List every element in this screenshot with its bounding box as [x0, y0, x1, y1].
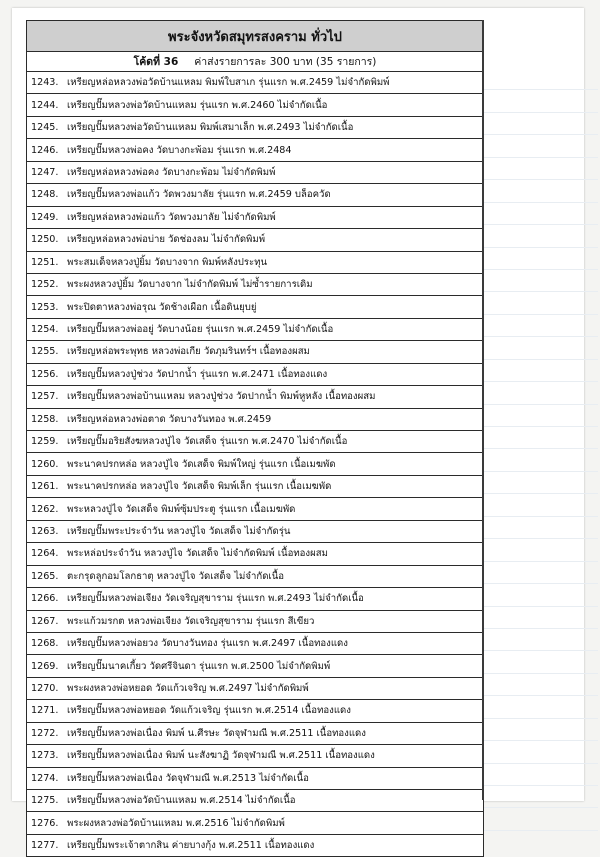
item-description: เหรียญปั๊มหลวงพ่อยวง วัดบางวันทอง รุ่นแรก พ.ศ.2497 เนื้อทองแดง [67, 638, 348, 650]
item-description: เหรียญหล่อหลวงพ่อตาด วัดบางวันทอง พ.ศ.2459 [67, 413, 272, 425]
item-number: 1245. [31, 122, 59, 134]
list-item [27, 72, 483, 94]
item-number: 1266. [31, 593, 59, 605]
list-item [27, 543, 483, 565]
item-description: พระนาคปรกหล่อ หลวงปู่ไจ วัดเสด็จ พิมพ์เล็ก รุ่นแรก เนื้อเมฆพัด [67, 481, 332, 493]
catalog-table [26, 20, 484, 857]
list-item [27, 139, 483, 161]
item-description: เหรียญหล่อหลวงพ่อบ่าย วัดช่องลม ไม่จำกัดพิมพ์ [67, 234, 266, 246]
item-description: พระปิดตาหลวงพ่อรุณ วัดช้างเผือก เนื้อดินยุบยู่ [67, 301, 257, 313]
list-item [27, 364, 483, 386]
item-number: 1248. [31, 189, 59, 201]
item-number: 1267. [31, 615, 59, 627]
list-item [27, 790, 483, 812]
item-description: พระผงหลวงพ่อวัดบ้านแหลม พ.ศ.2516 ไม่จำกัดพิมพ์ [67, 817, 285, 829]
list-item [27, 453, 483, 475]
item-number: 1270. [31, 683, 59, 695]
item-number: 1246. [31, 144, 59, 156]
list-item [27, 162, 483, 184]
item-description: ตะกรุดลูกอมโลกธาตุ หลวงปู่ไจ วัดเสด็จ ไม่จำกัดเนื้อ [67, 570, 285, 582]
item-number: 1276. [31, 817, 59, 829]
list-item [27, 476, 483, 498]
list-item [27, 768, 483, 790]
item-number: 1249. [31, 211, 59, 223]
item-number: 1269. [31, 660, 59, 672]
item-list [27, 72, 483, 856]
item-description: เหรียญปั๊มหลวงพ่ออยู่ วัดบางน้อย รุ่นแรก พ.ศ.2459 ไม่จำกัดเนื้อ [67, 324, 334, 336]
item-description: พระแก้วมรกต หลวงพ่อเจียง วัดเจริญสุขาราม รุ่นแรก สีเขียว [67, 615, 315, 627]
item-description: พระหลวงปู่ไจ วัดเสด็จ พิมพ์ซุ้มประตู รุ่นแรก เนื้อเมฆพัด [67, 503, 296, 515]
list-item [27, 431, 483, 453]
item-description: เหรียญปั๊มอริยสังฆหลวงปู่ไจ วัดเสด็จ รุ่นแรก พ.ศ.2470 ไม่จำกัดเนื้อ [67, 436, 348, 448]
list-item [27, 341, 483, 363]
item-description: เหรียญปั๊มหลวงพ่อวัดบ้านแหลม พิมพ์เสมาเล็ก พ.ศ.2493 ไม่จำกัดเนื้อ [67, 122, 354, 134]
list-item [27, 117, 483, 139]
list-item [27, 611, 483, 633]
list-item [27, 835, 483, 856]
list-item [27, 633, 483, 655]
list-item [27, 498, 483, 520]
list-item [27, 812, 483, 834]
item-number: 1250. [31, 234, 59, 246]
list-item [27, 296, 483, 318]
list-item [27, 207, 483, 229]
list-item [27, 252, 483, 274]
item-description: เหรียญปั๊มหลวงพ่อเนื่อง พิมพ์ นะสังฆาฏิ วัดจุฬามณี พ.ศ.2511 เนื้อทองแดง [67, 750, 375, 762]
item-number: 1273. [31, 750, 59, 762]
list-item [27, 700, 483, 722]
item-description: พระผงหลวงพ่อหยอด วัดแก้วเจริญ พ.ศ.2497 ไม่จำกัดพิมพ์ [67, 683, 309, 695]
item-number: 1272. [31, 727, 59, 739]
list-item [27, 94, 483, 116]
item-number: 1263. [31, 525, 59, 537]
item-number: 1254. [31, 324, 59, 336]
item-description: พระผงหลวงปู่ยิ้ม วัดบางจาก ไม่จำกัดพิมพ์ ไม่ซ้ำรายการเดิม [67, 279, 313, 291]
item-number: 1255. [31, 346, 59, 358]
item-description: เหรียญปั๊มหลวงพ่อวัดบ้านแหลม รุ่นแรก พ.ศ.2460 ไม่จำกัดเนื้อ [67, 99, 328, 111]
item-number: 1257. [31, 391, 59, 403]
item-description: พระสมเด็จหลวงปู่ยิ้ม วัดบางจาก พิมพ์หลังประทุน [67, 256, 268, 268]
item-number: 1247. [31, 166, 59, 178]
list-item [27, 184, 483, 206]
item-description: เหรียญปั๊มหลวงพ่อคง วัดบางกะพ้อม รุ่นแรก พ.ศ.2484 [67, 144, 292, 156]
list-item [27, 521, 483, 543]
list-item [27, 274, 483, 296]
item-number: 1262. [31, 503, 59, 515]
item-number: 1275. [31, 795, 59, 807]
item-number: 1251. [31, 256, 59, 268]
item-number: 1258. [31, 413, 59, 425]
item-number: 1260. [31, 458, 59, 470]
item-description: เหรียญปั๊มพระประจำวัน หลวงปู่ไจ วัดเสด็จ ไม่จำกัดรุ่น [67, 525, 291, 537]
item-description: เหรียญปั๊มพระเจ้าตากสิน ค่ายบางกุ้ง พ.ศ.2511 เนื้อทองแดง [67, 840, 315, 852]
list-item [27, 678, 483, 700]
item-number: 1268. [31, 638, 59, 650]
item-description: เหรียญปั๊มนาคเกี้ยว วัดศรีจินดา รุ่นแรก พ.ศ.2500 ไม่จำกัดพิมพ์ [67, 660, 331, 672]
list-item [27, 588, 483, 610]
item-description: เหรียญปั๊มหลวงพ่อวัดบ้านแหลม พ.ศ.2514 ไม่จำกัดเนื้อ [67, 795, 296, 807]
table-edge-shadow [482, 20, 484, 800]
list-item [27, 409, 483, 431]
list-item [27, 723, 483, 745]
category-code: โค้ดที่ 36 [133, 56, 179, 68]
list-item [27, 655, 483, 677]
item-description: เหรียญปั๊มหลวงพ่อเนื่อง วัดจุฬามณี พ.ศ.2513 ไม่จำกัดเนื้อ [67, 772, 309, 784]
item-description: เหรียญปั๊มหลวงปู่ช่วง วัดปากน้ำ รุ่นแรก พ.ศ.2471 เนื้อทองแดง [67, 368, 328, 380]
page-title: พระจังหวัดสมุทรสงคราม ทั่วไป [27, 21, 483, 52]
list-item [27, 745, 483, 767]
item-description: เหรียญหล่อหลวงพ่อคง วัดบางกะพ้อม ไม่จำกัดพิมพ์ [67, 166, 276, 178]
item-number: 1244. [31, 99, 59, 111]
item-description: เหรียญปั๊มหลวงพ่อหยอด วัดแก้วเจริญ รุ่นแรก พ.ศ.2514 เนื้อทองแดง [67, 705, 351, 717]
item-number: 1256. [31, 368, 59, 380]
item-number: 1264. [31, 548, 59, 560]
item-number: 1259. [31, 436, 59, 448]
item-description: เหรียญปั๊มหลวงพ่อบ้านแหลม หลวงปู่ช่วง วัดปากน้ำ พิมพ์หูหลัง เนื้อทองผสม [67, 391, 376, 403]
category-subheader [27, 52, 483, 72]
item-number: 1261. [31, 481, 59, 493]
item-number: 1277. [31, 840, 59, 852]
item-description: เหรียญหล่อหลวงพ่อแก้ว วัดพวงมาลัย ไม่จำกัดพิมพ์ [67, 211, 276, 223]
item-number: 1253. [31, 301, 59, 313]
list-item [27, 386, 483, 408]
item-description: เหรียญหล่อหลวงพ่อวัดบ้านแหลม พิมพ์ใบสาเก รุ่นแรก พ.ศ.2459 ไม่จำกัดพิมพ์ [67, 77, 390, 89]
item-description: เหรียญปั๊มหลวงพ่อเจียง วัดเจริญสุขาราม รุ่นแรก พ.ศ.2493 ไม่จำกัดเนื้อ [67, 593, 364, 605]
list-item [27, 229, 483, 251]
item-description: เหรียญปั๊มหลวงพ่อแก้ว วัดพวงมาลัย รุ่นแรก พ.ศ.2459 บล็อควัด [67, 189, 331, 201]
item-description: พระนาคปรกหล่อ หลวงปู่ไจ วัดเสด็จ พิมพ์ใหญ่ รุ่นแรก เนื้อเมฆพัด [67, 458, 336, 470]
item-description: พระหล่อประจำวัน หลวงปู่ไจ วัดเสด็จ ไม่จำกัดพิมพ์ เนื้อทองผสม [67, 548, 328, 560]
catalog-page [12, 8, 584, 852]
item-number: 1252. [31, 279, 59, 291]
list-item [27, 566, 483, 588]
item-number: 1243. [31, 77, 59, 89]
item-description: เหรียญหล่อพระพุทธ หลวงพ่อเกีย วัดภุมรินทร์ฯ เนื้อทองผสม [67, 346, 310, 358]
item-number: 1271. [31, 705, 59, 717]
list-item [27, 319, 483, 341]
item-number: 1265. [31, 570, 59, 582]
price-note: ค่าส่งรายการละ 300 บาท (35 รายการ) [194, 56, 377, 68]
item-number: 1274. [31, 772, 59, 784]
item-description: เหรียญปั๊มหลวงพ่อเนื่อง พิมพ์ น.ศีรษะ วัดจุฬามณี พ.ศ.2511 เนื้อทองแดง [67, 727, 366, 739]
